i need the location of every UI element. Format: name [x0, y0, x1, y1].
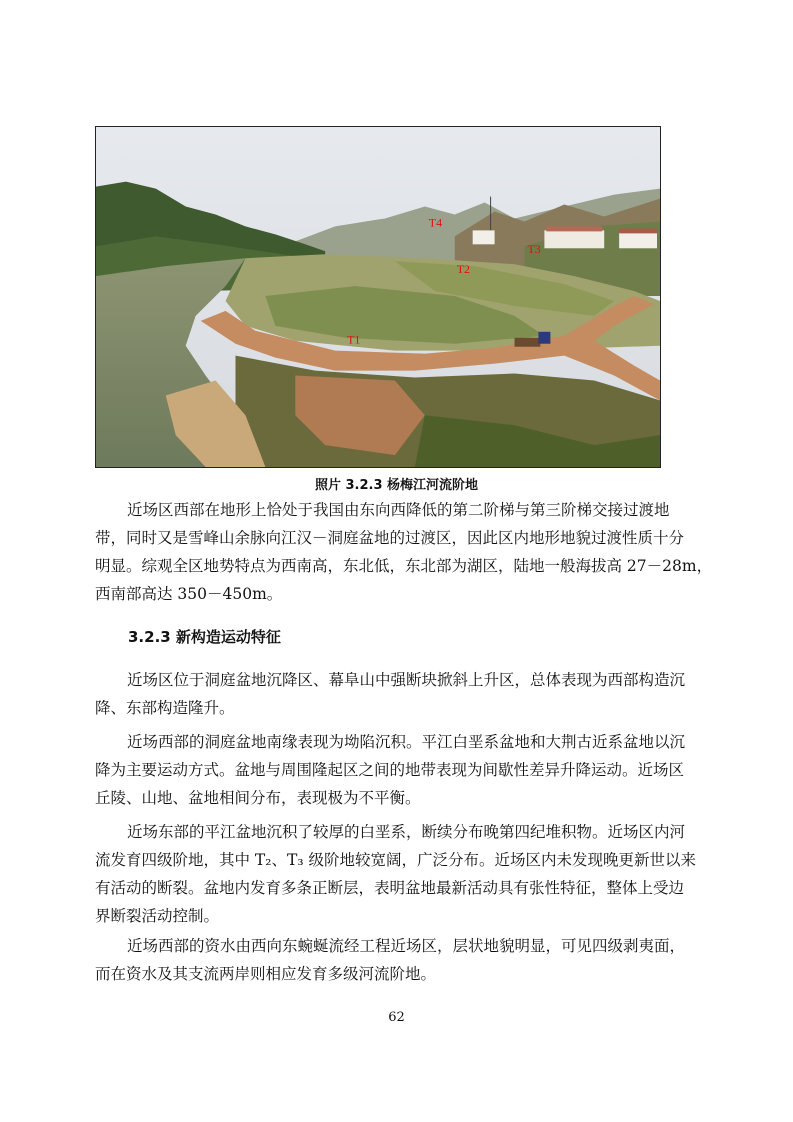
terrace-label-t1: T1 — [347, 332, 361, 347]
paragraph-east — [95, 818, 696, 930]
terrace-label-t3: T3 — [527, 242, 541, 257]
text-line: 近场西部的洞庭盆地南缘表现为坳陷沉积。平江白垩系盆地和大荆古近系盆地以沉 — [127, 733, 686, 751]
text-line: 近场西部的资水由西向东蜿蜒流经工程近场区，层状地貌明显，可见四级剥夷面， — [127, 937, 686, 955]
text-line: 丘陵、山地、盆地相间分布，表现极为不平衡。 — [95, 789, 421, 807]
paragraph-zishui — [95, 932, 686, 988]
text-line: 界断裂活动控制。 — [95, 907, 220, 925]
paragraph-west — [95, 728, 686, 812]
figure-photo — [95, 126, 661, 468]
text-line: 近场区位于洞庭盆地沉降区、幕阜山中强断块掀斜上升区，总体表现为西部构造沉 — [127, 671, 686, 689]
text-line: 明显。综观全区地势特点为西南高，东北低，东北部为湖区，陆地一般海拔高 27－28m， — [95, 557, 713, 575]
page-number: 62 — [388, 1010, 405, 1025]
text-line: 有活动的断裂。盆地内发育多条正断层，表明盆地最新活动具有张性特征，整体上受边 — [95, 879, 685, 897]
text-line: 近场区西部在地形上恰处于我国由东向西降低的第二阶梯与第三阶梯交接过渡地 — [127, 501, 670, 519]
section-heading: 3.2.3 新构造运动特征 — [128, 628, 281, 646]
text-line: 近场东部的平江盆地沉积了较厚的白垩系，断续分布晚第四纪堆积物。近场区内河 — [127, 823, 686, 841]
river-terrace-photo — [96, 127, 660, 467]
figure-caption: 照片 3.2.3 杨梅江河流阶地 — [314, 478, 479, 493]
paragraph-subsidence — [95, 666, 686, 722]
terrace-label-t2: T2 — [456, 262, 471, 277]
text-line: 带，同时又是雪峰山余脉向江汉－洞庭盆地的过渡区，因此区内地形地貌过渡性质十分 — [95, 529, 685, 547]
text-line: 而在资水及其支流两岸则相应发育多级河流阶地。 — [95, 965, 437, 983]
text-line: 降、东部构造隆升。 — [95, 699, 235, 717]
terrace-label-t4: T4 — [428, 215, 443, 230]
text-line: 流发育四级阶地，其中 T₂、T₃ 级阶地较宽阔，广泛分布。近场区内未发现晚更新世以来 — [95, 851, 696, 869]
paragraph-terrain — [95, 496, 713, 608]
text-line: 降为主要运动方式。盆地与周围隆起区之间的地带表现为间歇性差异升降运动。近场区 — [95, 761, 685, 779]
text-line: 西南部高达 350－450m。 — [95, 585, 283, 603]
